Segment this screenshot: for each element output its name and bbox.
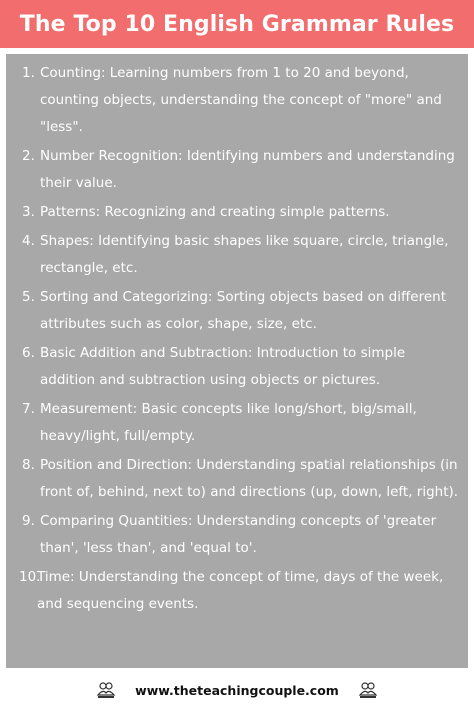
list-item [22,396,460,450]
rule-text: Shapes: Identifying basic shapes like square, circle, triangle, rectangle, etc. [40,233,449,276]
page-title: The Top 10 English Grammar Rules [19,11,455,37]
rule-text: Number Recognition: Identifying numbers and understanding their value. [40,148,455,191]
rule-text: Time: Understanding the concept of time, days of the week, and sequencing events. [37,569,444,612]
rule-number: 3. [22,204,35,220]
rule-number: 8. [22,457,35,473]
teaching-couple-logo-icon [95,679,117,701]
list-item [22,228,460,282]
rule-number: 7. [22,401,35,417]
teaching-couple-logo-icon [357,679,379,701]
list-item [22,143,460,197]
rule-text: Basic Addition and Subtraction: Introduction to simple addition and subtraction using objects or pictures. [40,345,406,388]
list-item [22,452,460,506]
rule-number: 5. [22,289,35,305]
list-item [22,199,460,226]
list-item [22,340,460,394]
header-banner [0,0,474,48]
website-link[interactable]: www.theteachingcouple.com [135,682,339,698]
rules-list [19,60,460,618]
rule-number: 2. [22,148,35,164]
rule-number: 10. [19,569,41,585]
rule-number: 4. [22,233,35,249]
rule-text: Comparing Quantities: Understanding concepts of 'greater than', 'less than', and 'equal to'. [40,513,437,556]
rule-text: Position and Direction: Understanding spatial relationships (in front of, behind, next to) and directions (up, down, left, right). [40,457,459,500]
rule-text: Patterns: Recognizing and creating simple patterns. [40,204,390,220]
list-item [22,284,460,338]
list-item [19,564,460,618]
rules-panel [6,54,468,668]
list-item [22,508,460,562]
rule-text: Sorting and Categorizing: Sorting objects based on different attributes such as color, shape, size, etc. [40,289,447,332]
rule-number: 1. [22,65,35,81]
list-item [22,60,460,141]
rule-number: 6. [22,345,35,361]
rule-number: 9. [22,513,35,529]
footer [0,672,474,708]
rule-text: Measurement: Basic concepts like long/short, big/small, heavy/light, full/empty. [40,401,417,444]
rule-text: Counting: Learning numbers from 1 to 20 and beyond, counting objects, understanding the concept of "more" and "less". [40,65,442,135]
